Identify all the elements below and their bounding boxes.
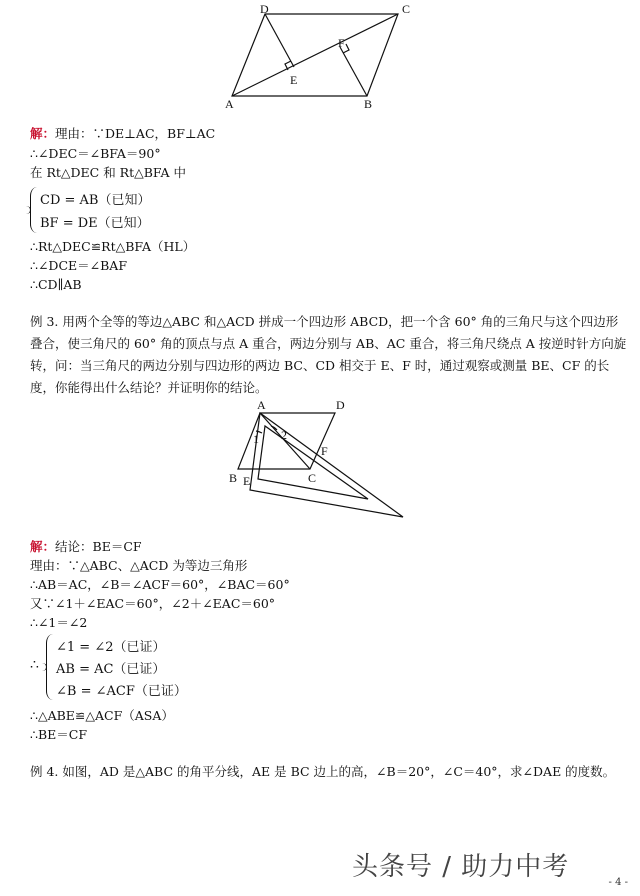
- system-row: ∠B = ∠ACF（已证）: [56, 684, 187, 699]
- system-row: CD = AB（已知）: [40, 193, 151, 208]
- solution2-line6: ∴BE＝CF: [30, 727, 88, 742]
- figure-parallelogram: [215, 0, 425, 115]
- label-e: E: [243, 474, 251, 488]
- solution2-line2: ∴AB＝AC，∠B＝∠ACF＝60°，∠BAC＝60°: [30, 577, 290, 592]
- label-f: F: [338, 36, 345, 50]
- system-row: AB = AC（已证）: [56, 662, 166, 677]
- label-f: F: [321, 444, 328, 458]
- label-angle-2: 2: [281, 428, 287, 442]
- solution-label: 解：: [30, 539, 56, 554]
- solution1-line4: ∴Rt△DEC≌Rt△BFA（HL）: [30, 239, 196, 254]
- label-a: A: [225, 97, 234, 111]
- label-d: D: [260, 2, 269, 16]
- label-e: E: [290, 73, 298, 87]
- equation-system-2: [46, 634, 226, 700]
- solution2-line5: ∴△ABE≌△ACF（ASA）: [30, 708, 174, 723]
- system-row: ∠1 = ∠2（已证）: [56, 640, 166, 655]
- solution1-line5: ∴∠DCE＝∠BAF: [30, 258, 127, 273]
- label-c: C: [402, 2, 411, 16]
- solution2-line3: 又∵∠1＋∠EAC＝60°，∠2＋∠EAC＝60°: [30, 596, 276, 611]
- solution1-reason: 解：理由：∵DE⊥AC，BF⊥AC: [30, 126, 216, 141]
- segment-bf: [340, 47, 367, 96]
- ruler-outer: [250, 413, 403, 517]
- label-a: A: [257, 398, 266, 412]
- therefore-symbol: ∴: [30, 657, 39, 673]
- label-d: D: [336, 398, 345, 412]
- system-row: BF = DE（已知）: [40, 216, 150, 231]
- watermark: 头条号 / 助力中考: [352, 852, 570, 882]
- solution1-line6: ∴CD∥AB: [30, 277, 82, 292]
- solution2-line1: 理由：∵△ABC、△ACD 为等边三角形: [30, 558, 248, 573]
- label-b: B: [364, 97, 373, 111]
- example3-text: 例 3. 用两个全等的等边△ABC 和△ACD 拼成一个四边形 ABCD，把一个含 60° 角的三角尺与这个四边形叠合，使三角尺的 60° 角的顶点与点 A 重合，两边分别与 AB、AC 重合，将三角尺绕点 A 按逆时针方向旋转，问：当三角尺的两边分别与四边形的两边 BC、CD 相交于 E、F 时，通过观察或测量 BE、CF 的长度，你能得出什么结论？并证明你的结论。: [30, 314, 627, 395]
- label-c: C: [308, 471, 317, 485]
- solution1-line3: 在 Rt△DEC 和 Rt△BFA 中: [30, 165, 186, 180]
- solution1-line2: ∴∠DEC＝∠BFA＝90°: [30, 146, 161, 161]
- brace: [46, 634, 54, 700]
- segment-de: [265, 14, 294, 67]
- solution-label: 解：: [30, 126, 56, 141]
- label-angle-1: 1: [253, 432, 259, 446]
- brace: [30, 187, 38, 233]
- diagonal-ac: [232, 14, 398, 96]
- solution2-line4: ∴∠1＝∠2: [30, 615, 88, 630]
- label-b: B: [229, 471, 238, 485]
- figure-rhombus-ruler: [225, 393, 415, 526]
- solution2-conclusion: 解：结论：BE＝CF: [30, 539, 142, 554]
- equation-system-1: [30, 187, 190, 233]
- page-number: - 4 -: [608, 877, 628, 888]
- example4-text: 例 4. 如图，AD 是△ABC 的角平分线，AE 是 BC 边上的高，∠B＝20°，∠C＝40°，求∠DAE 的度数。: [30, 764, 616, 779]
